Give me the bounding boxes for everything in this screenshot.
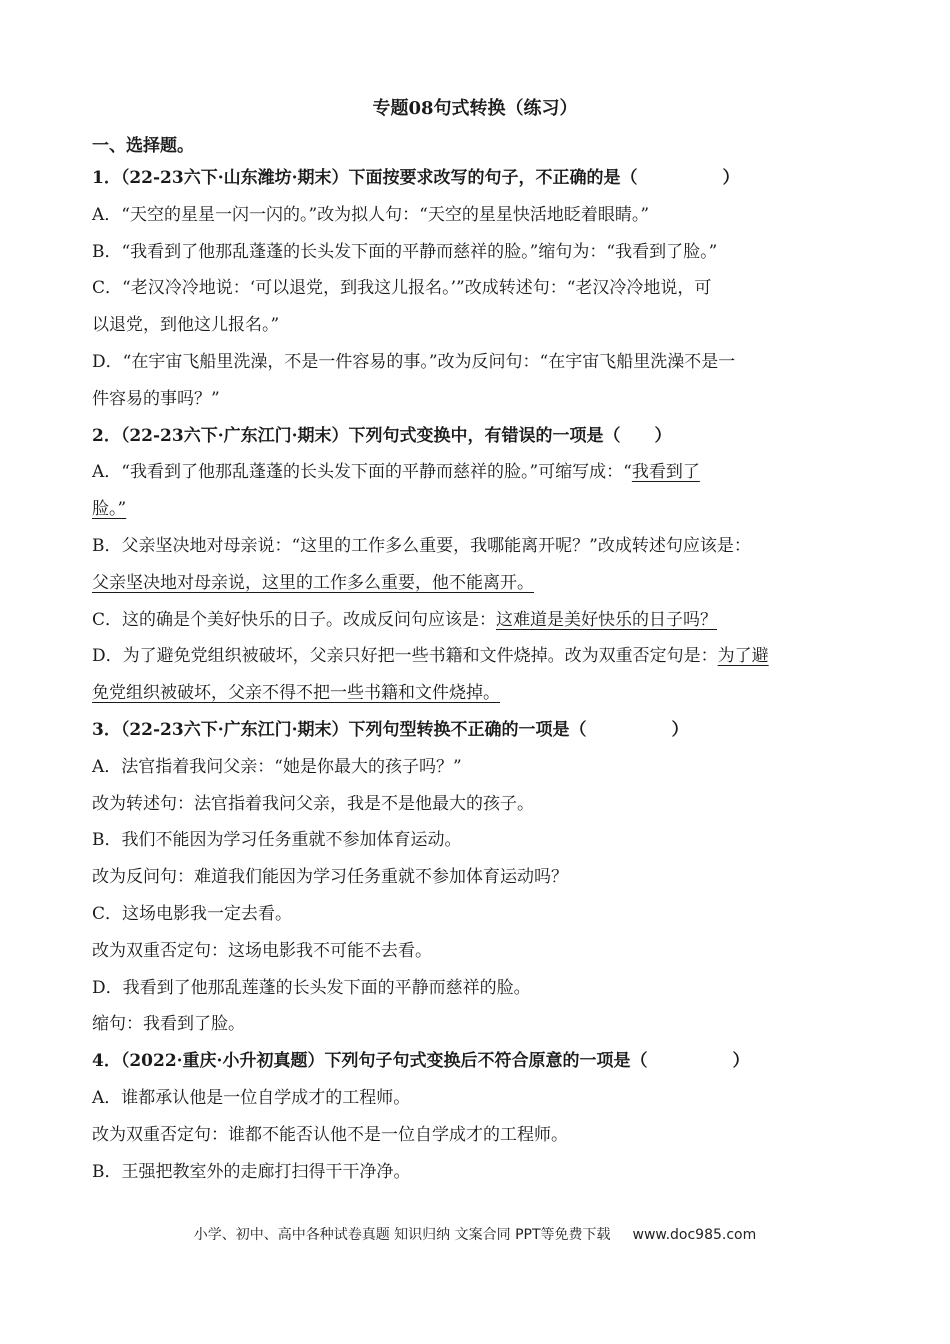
question-1-option-d-cont: 件容易的事吗？” [92,388,220,409]
question-1-option-b: B．“我看到了他那乱蓬蓬的长头发下面的平静而慈祥的脸。”缩句为：“我看到了脸。” [92,241,718,262]
question-3-stem: 3．（22-23六下·广东江门·期末）下列句型转换不正确的一项是（ ） [92,719,689,740]
question-1-option-a: A．“天空的星星一闪一闪的。”改为拟人句：“天空的星星快活地眨着眼睛。” [92,204,650,225]
question-list [92,160,852,1190]
question-1-stem: 1．（22-23六下·山东潍坊·期末）下面按要求改写的句子，不正确的是（ ） [92,168,740,188]
question-2-option-b: B．父亲坚决地对母亲说：“这里的工作多么重要，我哪能离开呢？”改成转述句应该是： [92,535,751,556]
question-3-option-d: D．我看到了他那乱莲蓬的长头发下面的平静而慈祥的脸。 [92,977,531,998]
question-4-option-a: A．谁都承认他是一位自学成才的工程师。 [92,1087,411,1108]
question-2-option-d-text: D．为了避免党组织被破坏，父亲只好把一些书籍和文件烧掉。改为双重否定句是： [92,646,718,667]
question-2-option-d-cont [92,675,852,712]
question-1-option-d: D．“在宇宙飞船里洗澡，不是一件容易的事。”改为反问句：“在宇宙飞船里洗澡不是一 [92,351,736,372]
question-2-option-c [92,602,852,639]
question-2-option-d-answer: 为了避 [717,646,769,667]
question-2-option-a-cont [92,491,852,528]
question-3-option-b-result: 改为反问句：难道我们能因为学习任务重就不参加体育运动吗？ [92,867,568,888]
question-1-option-c-cont: 以退党，到他这儿报名。” [92,315,280,336]
question-3-option-b: B．我们不能因为学习任务重就不参加体育运动。 [92,830,462,851]
question-1-option-c: C．“老汉冷冷地说：‘可以退党，到我这儿报名。’”改成转述句：“老汉冷冷地说，可 [92,278,712,299]
section-heading: 一、选择题。 [92,136,194,156]
question-2-option-c-answer: 这难道是美好快乐的日子吗？ [496,609,718,630]
question-3-option-d-result: 缩句：我看到了脸。 [92,1014,245,1035]
question-2-option-d-answer-cont: 免党组织被破坏，父亲不得不把一些书籍和文件烧掉。 [92,683,500,704]
question-4-option-b: B．王强把教室外的走廊打扫得干干净净。 [92,1161,411,1182]
footer-text: 小学、初中、高中各种试卷真题 知识归纳 文案合同 PPT等免费下载 [193,1227,611,1243]
question-2-option-c-text: C．这的确是个美好快乐的日子。改成反问句应该是： [92,609,497,630]
question-3-option-c: C．这场电影我一定去看。 [92,903,293,924]
question-2-option-a-answer: 我看到了 [631,462,700,483]
question-2-option-a [92,454,852,491]
question-2-stem: 2．（22-23六下·广东江门·期末）下列句式变换中，有错误的一项是（ ） [92,425,672,446]
question-2-option-b-answer: 父亲坚决地对母亲说，这里的工作多么重要，他不能离开。 [92,572,534,593]
footer-url-link[interactable]: www.doc985.com [632,1227,757,1243]
question-3-option-a: A．法官指着我问父亲：“她是你最大的孩子吗？” [92,756,462,777]
question-4-option-a-result: 改为双重否定句：谁都不能否认他不是一位自学成才的工程师。 [92,1124,568,1145]
question-2-option-a-text: A．“我看到了他那乱蓬蓬的长头发下面的平静而慈祥的脸。”可缩写成：“ [92,462,632,483]
question-4-stem: 4．（2022·重庆·小升初真题）下列句子句式变换后不符合原意的一项是（ ） [92,1051,750,1072]
page-footer [0,1224,950,1244]
question-2-option-b-cont [92,565,852,602]
question-2-option-d [92,638,852,675]
question-3-option-a-result: 改为转述句：法官指着我问父亲，我是不是他最大的孩子。 [92,793,534,814]
question-2-option-a-answer-cont: 脸。” [92,499,127,520]
question-3-option-c-result: 改为双重否定句：这场电影我不可能不去看。 [92,940,432,961]
page-title: 专题08句式转换（练习） [372,98,578,119]
